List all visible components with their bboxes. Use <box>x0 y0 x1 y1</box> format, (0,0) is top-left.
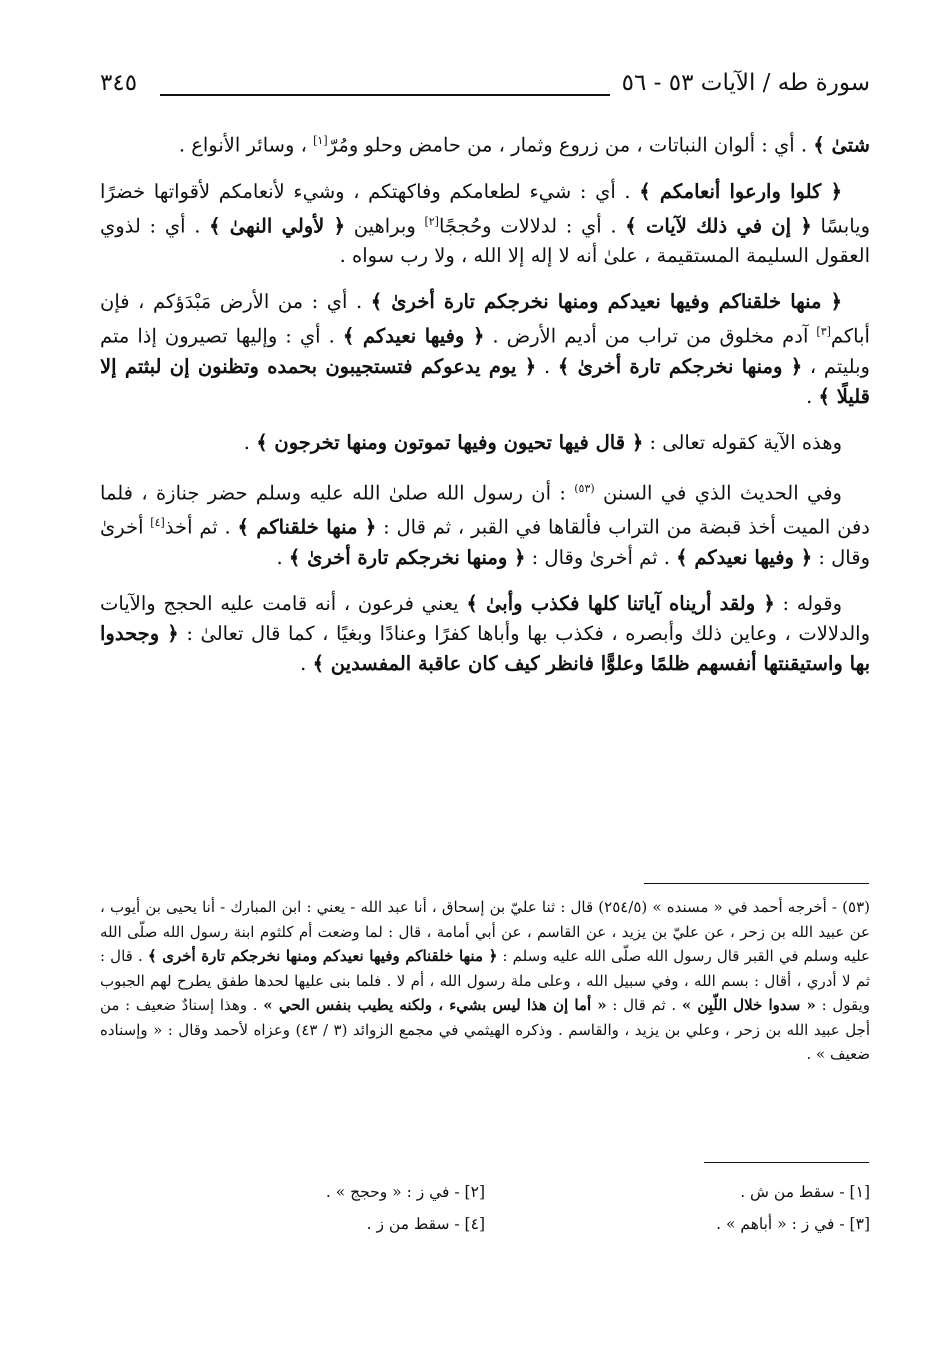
footnote-item: [٤] - سقط من ز . <box>366 1215 485 1233</box>
footnote-rule <box>644 883 869 884</box>
footnote-item: [٣] - في ز : « أباهم » . <box>716 1215 870 1233</box>
paragraph: وفي الحديث الذي في السنن $^{(٥٣)}$ : أن رسول الله صلىٰ الله عليه وسلم حضر جنازة ، فلما دفن الميت أخذ قبضة من التراب فألقاها في القبر ، ثم قال : ﴿ منها خلقناكم ﴾ . ثم أخذ[٤] أخرىٰ وقال : ﴿ وفيها نعيدكم ﴾ . ثم أخرىٰ وقال : ﴿ ومنها نخرجكم تارة أخرىٰ ﴾ . <box>100 481 870 569</box>
paragraph: ﴿ كلوا وارعوا أنعامكم ﴾ . أي : شيء لطعامكم وفاكهتكم ، وشيء لأنعامكم لأقواتها خضرًا ويابسًا ﴿ إن في ذلك لآيات ﴾ . أي : لدلالات وحُججًا[٢] وبراهين ﴿ لأولي النهىٰ ﴾ . أي : لذوي العقول السليمة المستقيمة ، علىٰ أنه لا إله إلا الله ، ولا رب سواه . <box>100 179 871 267</box>
variant-footnotes <box>100 1176 870 1240</box>
paragraph: وقوله : ﴿ ولقد أريناه آياتنا كلها فكذب وأبىٰ ﴾ يعني فرعون ، أنه قامت عليه الحجج والآيات والدلالات ، وعاين ذلك وأبصره ، فكذب بها وأباها كفرًا وعنادًا وبغيًا ، كما قال تعالىٰ : ﴿ وجحدوا بها واستيقنتها أنفسهم ظلمًا وعلوًّا فانظر كيف كان عاقبة المفسدين ﴾ . <box>100 591 871 675</box>
footnote-hadith: (٥٣) - أخرجه أحمد في « مسنده » (٢٥٤/٥) قال : ثنا عليّ بن إسحاق ، أنا عبد الله - يعني : ابن المبارك - أنا يحيى بن أيوب ، عن عبيد الله بن زحر ، عن عليّ بن يزيد ، عن القاسم ، عن أبي أمامة ، قال : لما وضعت أم كلثوم ابنة رسول الله صلّى الله عليه وسلم في القبر قال رسول الله صلّى الله عليه وسلم : ﴿ منها خلقناكم وفيها نعيدكم ومنها نخرجكم تارة أخرى ﴾ . قال : ثم لا أدري ، أقال : بسم الله ، وفي سبيل الله ، وعلى ملة رسول الله ، أم لا . فلما بنى عليها لحدها طفق يطرح لهم الجبوب ويقول : « سدوا خلال اللّبِن » . ثم قال : « أما إن هذا ليس بشيء ، ولكنه يطيب بنفس الحي » . وهذا إسنادٌ ضعيف : من أجل عبيد الله بن زحر ، وعلي بن يزيد ، والقاسم . وذكره الهيثمي في مجمع الزوائد (٣ / ٤٣) وعزاه لأحمد وقال : « وإسناده ضعيف » . <box>100 898 871 1063</box>
running-title: سورة طه / الآيات ٥٣ - ٥٦ <box>621 70 870 96</box>
main-text <box>100 126 870 695</box>
footnote-item: [١] - سقط من ش . <box>740 1183 870 1201</box>
paragraph: شتىٰ ﴾ . أي : ألوان النباتات ، من زروع وثمار ، من حامض وحلو ومُرّ[١] ، وسائر الأنواع . <box>178 133 870 157</box>
page-number: ٣٤٥ <box>100 70 138 96</box>
footnote-item: [٢] - في ز : « وحجج » . <box>325 1183 485 1201</box>
header-rule <box>160 94 610 96</box>
paragraph: ﴿ منها خلقناكم وفيها نعيدكم ومنها نخرجكم تارة أخرىٰ ﴾ . أي : من الأرض مَبْدَؤكم ، فإن أباكم[٣] آدم مخلوق من تراب من أديم الأرض . ﴿ وفيها نعيدكم ﴾ . أي : وإليها تصيرون إذا متم وبليتم ، ﴿ ومنها نخرجكم تارة أخرىٰ ﴾ . ﴿ يوم يدعوكم فتستجيبون بحمده وتظنون إن لبثتم إلا قليلًا ﴾ . <box>100 290 870 408</box>
page-header <box>100 66 870 106</box>
paragraph: وهذه الآية كقوله تعالى : ﴿ قال فيها تحيون وفيها تموتون ومنها تخرجون ﴾ . <box>243 430 842 454</box>
footnote-rule-secondary <box>704 1162 869 1163</box>
